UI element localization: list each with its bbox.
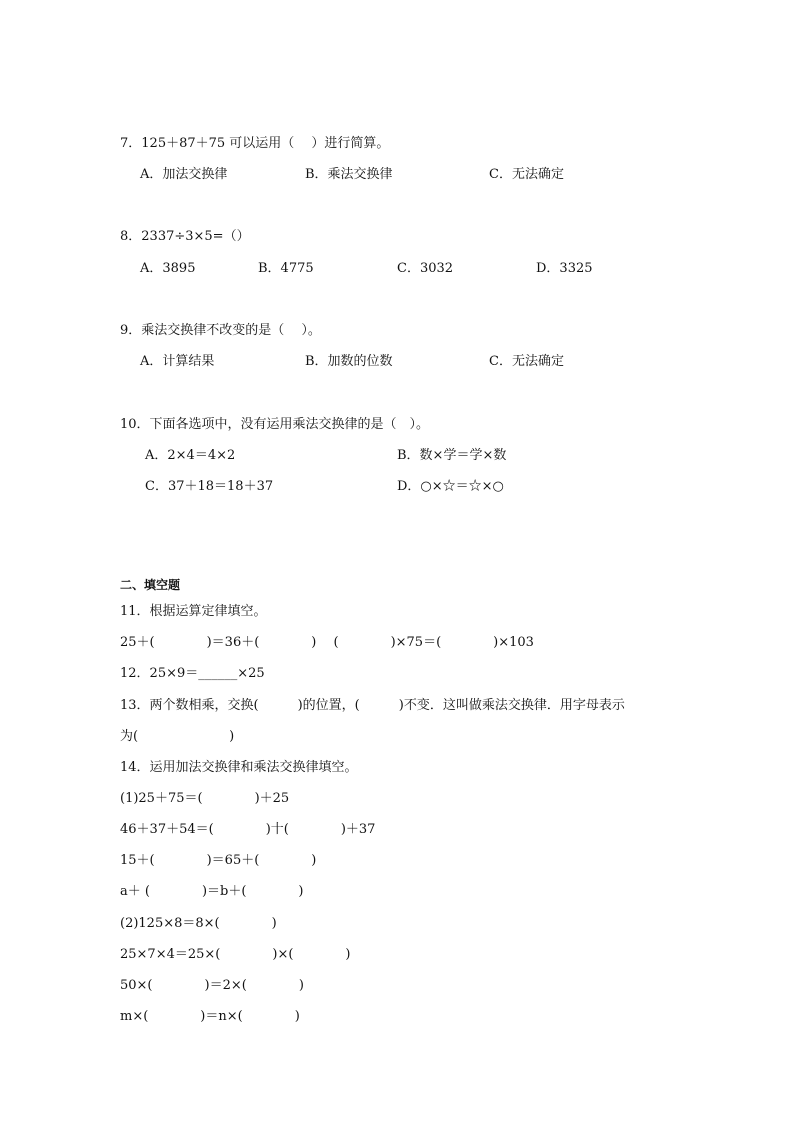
question-10-option-d[interactable]: D．○×☆＝☆×○ xyxy=(397,479,504,494)
question-8-option-d[interactable]: D．3325 xyxy=(536,261,593,276)
question-9-stem: 9．乘法交换律不改变的是（ ）。 xyxy=(120,323,321,338)
question-10-option-c[interactable]: C．37＋18＝18＋37 xyxy=(145,479,274,494)
question-8-option-b[interactable]: B．4775 xyxy=(258,261,314,276)
question-11-stem: 11．根据运算定律填空。 xyxy=(120,604,267,619)
question-7-option-a[interactable]: A．加法交换律 xyxy=(140,167,228,182)
question-14-line: 50×( )＝2×( ) xyxy=(120,978,304,993)
question-14-line: 15＋( )＝65＋( ) xyxy=(120,853,317,868)
question-10-option-a[interactable]: A．2×4＝4×2 xyxy=(145,448,236,463)
question-10-option-b[interactable]: B．数×学＝学×数 xyxy=(397,448,507,463)
question-12-stem: 12．25×9＝______×25 xyxy=(120,666,265,681)
question-14-line: 25×7×4＝25×( )×( ) xyxy=(120,947,351,962)
question-7-option-c[interactable]: C．无法确定 xyxy=(489,167,564,182)
question-11-line: 25＋( )＝36＋( ) ( )×75＝( )×103 xyxy=(120,635,534,650)
question-14-line: (2)125×8＝8×( ) xyxy=(120,916,277,931)
question-9-option-b[interactable]: B．加数的位数 xyxy=(305,354,393,369)
question-9-option-c[interactable]: C．无法确定 xyxy=(489,354,564,369)
question-13-line-2: 为( ) xyxy=(120,729,235,744)
question-14-stem: 14．运用加法交换律和乘法交换律填空。 xyxy=(120,760,358,775)
question-14-line: a＋ ( )＝b＋( ) xyxy=(120,884,304,899)
question-10-stem: 10．下面各选项中，没有运用乘法交换律的是（ ）。 xyxy=(120,417,430,432)
question-8-option-c[interactable]: C．3032 xyxy=(397,261,454,276)
question-13-line-1: 13．两个数相乘，交换( )的位置，( )不变．这叫做乘法交换律．用字母表示 xyxy=(120,698,625,713)
question-7-stem: 7．125＋87＋75 可以运用（ ）进行简算。 xyxy=(120,136,390,151)
question-8-stem: 8．2337÷3×5=（） xyxy=(120,229,250,244)
question-14-line: (1)25＋75＝( )＋25 xyxy=(120,791,290,806)
question-14-line: 46＋37＋54＝( )十( )＋37 xyxy=(120,822,376,837)
question-14-line: m×( )＝n×( ) xyxy=(120,1009,300,1024)
section-title-fill-blank: 二、填空题 xyxy=(120,578,181,592)
question-9-option-a[interactable]: A．计算结果 xyxy=(140,354,215,369)
question-8-option-a[interactable]: A．3895 xyxy=(140,261,196,276)
question-7-option-b[interactable]: B．乘法交换律 xyxy=(305,167,393,182)
